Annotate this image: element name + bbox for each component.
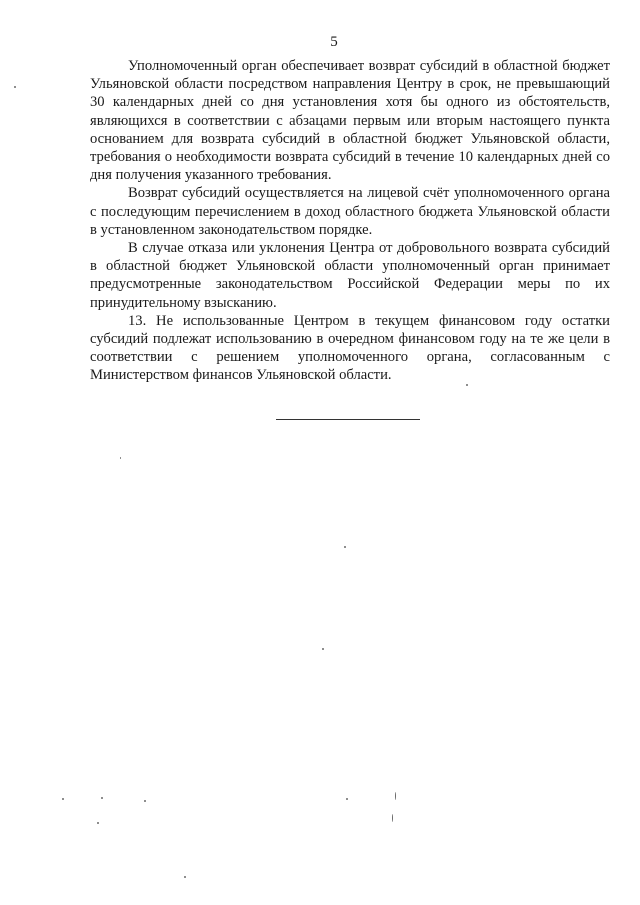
scan-speck bbox=[14, 86, 16, 88]
scan-speck bbox=[344, 546, 346, 548]
paragraph-forced-collection: В случае отказа или уклонения Центра от добровольного возврата субсидий в областной бюджет Ульяновской области уполномоченный орган принимает предусмотренные законодательством Российской Федерации меры по их принудительному взысканию. bbox=[90, 240, 610, 311]
scan-speck bbox=[144, 800, 146, 802]
scan-speck bbox=[120, 457, 121, 459]
scan-speck bbox=[466, 384, 468, 386]
scan-speck bbox=[322, 648, 324, 650]
scan-speck bbox=[97, 822, 99, 824]
scan-speck bbox=[392, 814, 393, 822]
paragraph-item-13: 13. Не использованные Центром в текущем финансовом году остатки субсидий подлежат использованию в очередном финансовом году на те же цели в соответствии с решением уполномоченного органа, согласованным с Министерством финансов Ульяновской области. bbox=[90, 312, 610, 384]
document-body bbox=[90, 57, 610, 385]
scan-speck bbox=[395, 792, 396, 800]
scan-speck bbox=[184, 876, 186, 878]
paragraph-refund-account: Возврат субсидий осуществляется на лицевой счёт уполномоченного органа с последующим перечислением в доход областного бюджета Ульяновской области в установленном законодательством порядке. bbox=[90, 185, 610, 238]
scan-speck bbox=[346, 798, 348, 800]
end-separator-line bbox=[276, 419, 420, 420]
paragraph-refund-procedure: Уполномоченный орган обеспечивает возврат субсидий в областной бюджет Ульяновской области посредством направления Центру в срок, не превышающий 30 календарных дней со дня установления хотя бы одного из обстоятельств, являющихся в соответствии с абзацами первым или вторым настоящего пункта основанием для возврата субсидий в областной бюджет Ульяновской области, требования о необходимости возврата субсидий в течение 10 календарных дней со дня получения указанного требования. bbox=[90, 58, 610, 184]
scan-speck bbox=[62, 798, 64, 800]
page-number: 5 bbox=[330, 34, 338, 50]
scan-speck bbox=[101, 797, 103, 799]
